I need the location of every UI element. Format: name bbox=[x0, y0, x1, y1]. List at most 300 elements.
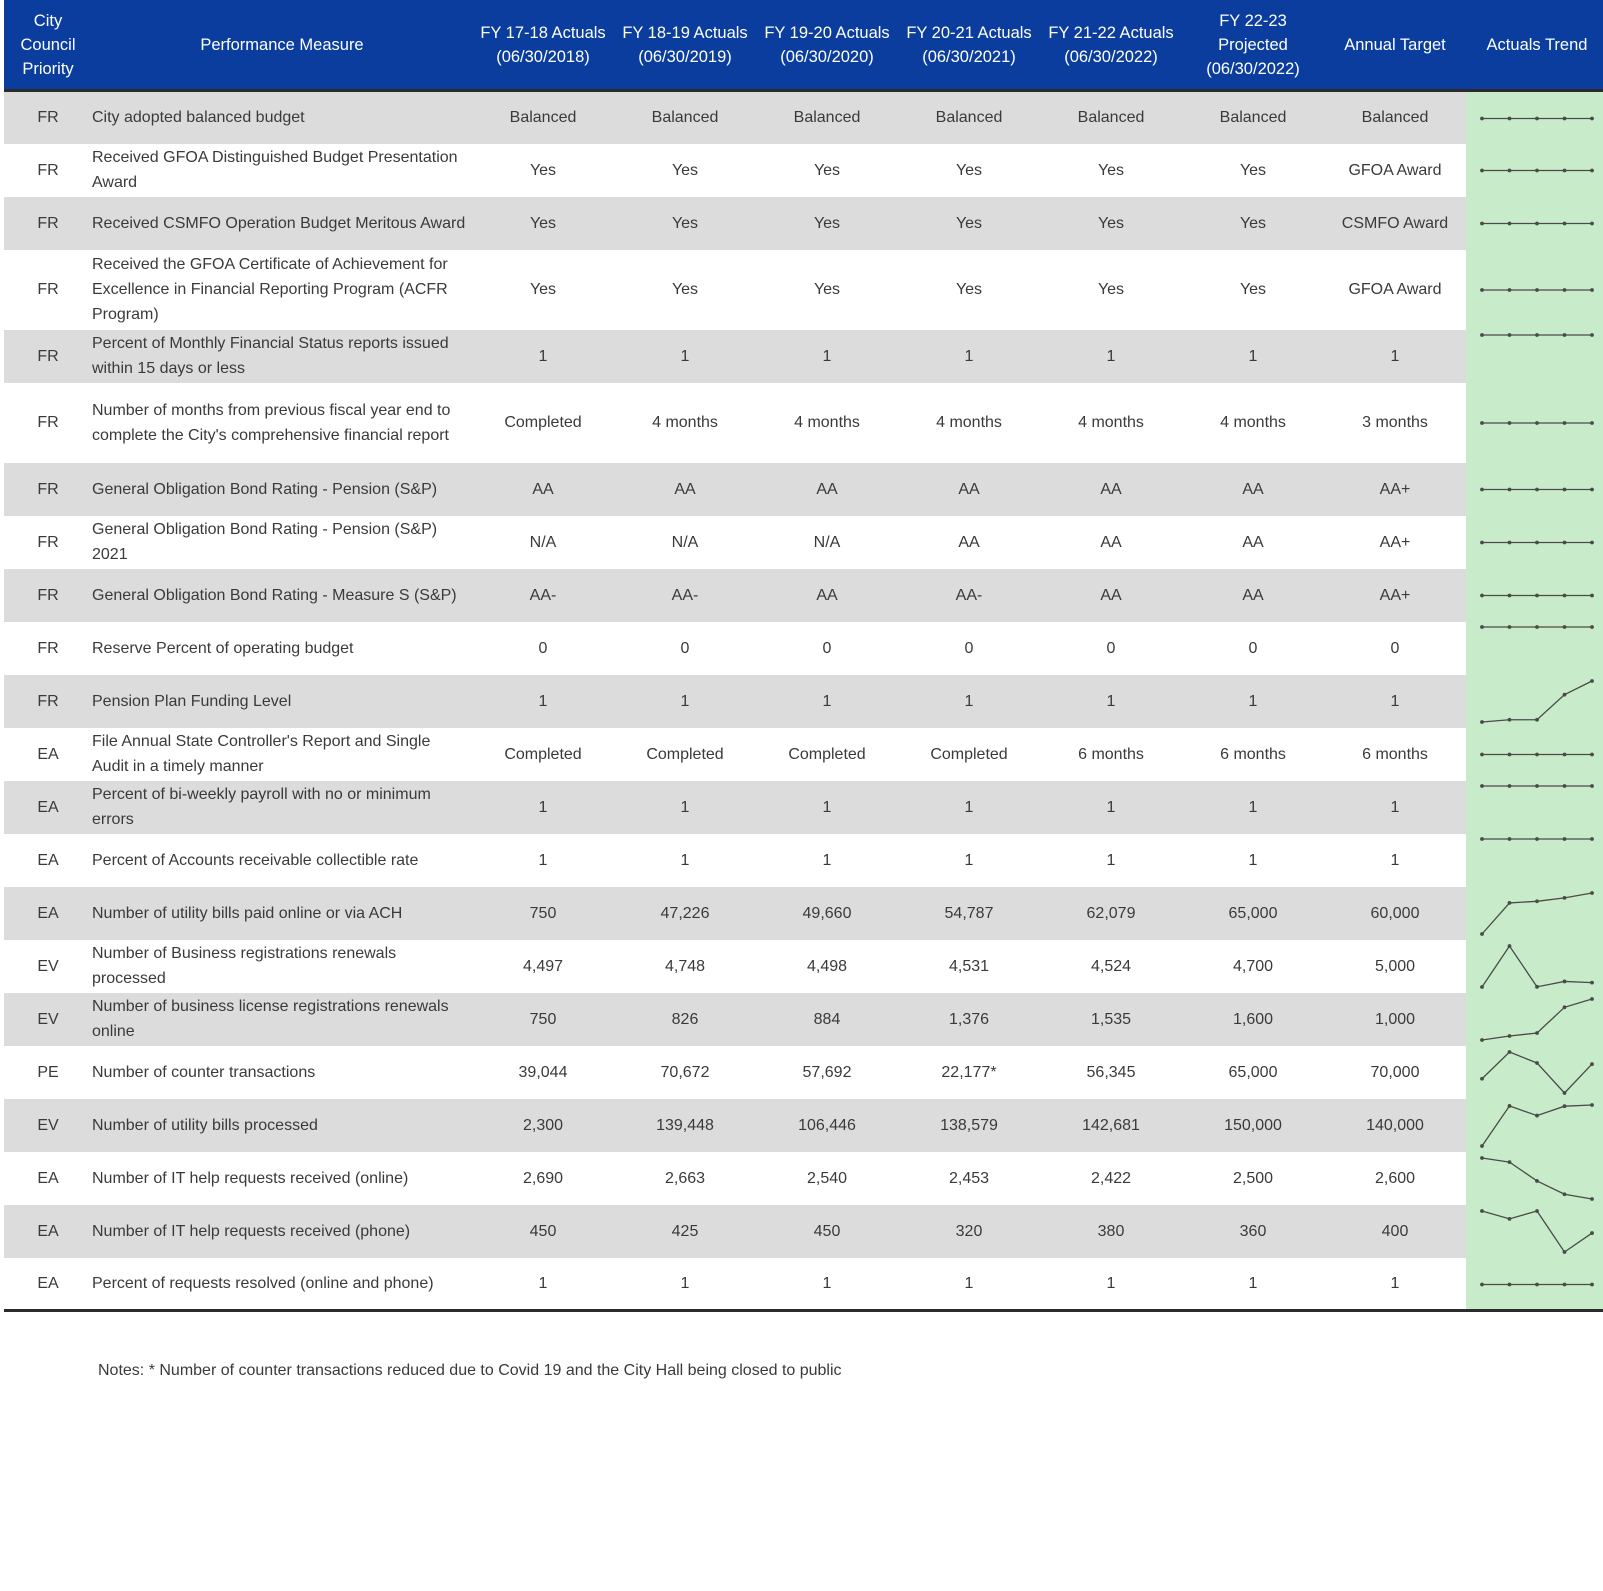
sparkline-point bbox=[1590, 752, 1594, 756]
priority-cell: FR bbox=[37, 414, 59, 431]
value-cell: 2,540 bbox=[806, 1169, 848, 1187]
sparkline-point bbox=[1563, 487, 1567, 491]
value-cell: 47,226 bbox=[614, 887, 756, 940]
sparkline-point bbox=[1480, 1282, 1484, 1286]
priority-cell: EA bbox=[37, 851, 59, 869]
sparkline-point bbox=[1563, 540, 1567, 544]
table-row bbox=[4, 622, 1603, 675]
sparkline-point bbox=[1508, 288, 1512, 292]
value-cell: 106,446 bbox=[756, 1099, 898, 1152]
table-row bbox=[4, 569, 1603, 622]
priority-cell: FR bbox=[4, 91, 92, 144]
sparkline-point bbox=[1563, 895, 1567, 899]
sparkline-point bbox=[1563, 837, 1567, 841]
sparkline-point bbox=[1535, 221, 1539, 225]
value-cell: 4 months bbox=[1078, 414, 1144, 431]
value-cell: Completed bbox=[504, 414, 582, 431]
measure-cell: General Obligation Bond Rating - Pension (S&P) bbox=[92, 463, 472, 516]
measure-cell: Percent of bi-weekly payroll with no or minimum errors bbox=[92, 781, 472, 834]
sparkline bbox=[1466, 197, 1603, 250]
value-cell: 1 bbox=[1040, 330, 1182, 383]
sparkline bbox=[1466, 940, 1603, 993]
sparkline-point bbox=[1590, 679, 1594, 683]
value-cell: 1 bbox=[1390, 851, 1400, 869]
value-cell: 1 bbox=[472, 330, 614, 383]
sparkline-point bbox=[1535, 487, 1539, 491]
sparkline-point bbox=[1590, 221, 1594, 225]
value-cell: 139,448 bbox=[614, 1099, 756, 1152]
value-cell: 1,376 bbox=[898, 993, 1040, 1046]
measure-cell: Reserve Percent of operating budget bbox=[92, 639, 354, 657]
value-cell: Completed bbox=[504, 745, 582, 763]
value-cell: AA bbox=[472, 463, 614, 516]
value-cell: Yes bbox=[1097, 161, 1125, 179]
sparkline-point bbox=[1590, 1062, 1594, 1066]
table-body bbox=[4, 91, 1603, 1311]
sparkline-point bbox=[1508, 1160, 1512, 1164]
table-row bbox=[4, 1205, 1603, 1258]
sparkline-line bbox=[1482, 681, 1592, 722]
header-fy21-22: FY 21-22 Actuals (06/30/2022) bbox=[1040, 0, 1182, 91]
value-cell: AA- bbox=[472, 569, 614, 622]
value-cell: 0 bbox=[538, 639, 548, 657]
sparkline-point bbox=[1508, 487, 1512, 491]
sparkline-point bbox=[1508, 752, 1512, 756]
value-cell: Yes bbox=[1239, 281, 1267, 298]
sparkline-point bbox=[1480, 1144, 1484, 1148]
measure-cell: Percent of Monthly Financial Status reports issued within 15 days or less bbox=[92, 330, 472, 383]
value-cell: 4 months bbox=[794, 414, 860, 431]
value-cell: AA bbox=[614, 463, 756, 516]
value-cell: 1 bbox=[538, 851, 548, 869]
value-cell: AA+ bbox=[1324, 569, 1466, 622]
value-cell: 2,500 bbox=[1232, 1169, 1274, 1187]
sparkline-point bbox=[1508, 540, 1512, 544]
value-cell: AA bbox=[1100, 533, 1122, 551]
value-cell: AA bbox=[958, 533, 980, 551]
value-cell: Completed bbox=[646, 745, 724, 763]
sparkline-point bbox=[1508, 1216, 1512, 1220]
value-cell: GFOA Award bbox=[1348, 281, 1442, 298]
sparkline-point bbox=[1480, 221, 1484, 225]
sparkline-point bbox=[1480, 487, 1484, 491]
sparkline-point bbox=[1563, 168, 1567, 172]
value-cell: Balanced bbox=[472, 91, 614, 144]
sparkline-point bbox=[1508, 168, 1512, 172]
value-cell: 1 bbox=[964, 851, 974, 869]
sparkline-point bbox=[1480, 720, 1484, 724]
value-cell: 1 bbox=[1248, 851, 1258, 869]
value-cell: 450 bbox=[472, 1205, 614, 1258]
value-cell: Yes bbox=[1182, 197, 1324, 250]
value-cell: 750 bbox=[472, 993, 614, 1046]
sparkline-point bbox=[1535, 1113, 1539, 1117]
sparkline-point bbox=[1563, 1250, 1567, 1254]
value-cell: 380 bbox=[1040, 1205, 1182, 1258]
trend-cell bbox=[1466, 516, 1603, 569]
sparkline-point bbox=[1590, 997, 1594, 1001]
trend-cell bbox=[1466, 383, 1603, 463]
sparkline bbox=[1466, 92, 1603, 144]
measure-cell: Received the GFOA Certificate of Achievement for Excellence in Financial Reporting Program (ACFR Program) bbox=[92, 256, 448, 323]
value-cell: 142,681 bbox=[1040, 1099, 1182, 1152]
sparkline-point bbox=[1508, 1104, 1512, 1108]
measure-cell: Number of utility bills paid online or via ACH bbox=[92, 887, 472, 940]
trend-cell bbox=[1466, 1205, 1603, 1258]
sparkline bbox=[1466, 728, 1603, 781]
sparkline-point bbox=[1508, 1034, 1512, 1038]
value-cell: 1 bbox=[1182, 1258, 1324, 1311]
value-cell: Yes bbox=[472, 197, 614, 250]
sparkline-point bbox=[1590, 625, 1594, 629]
value-cell: 360 bbox=[1182, 1205, 1324, 1258]
value-cell: CSMFO Award bbox=[1324, 197, 1466, 250]
trend-cell bbox=[1466, 1258, 1603, 1311]
priority-cell: FR bbox=[4, 569, 92, 622]
value-cell: 826 bbox=[614, 993, 756, 1046]
trend-cell bbox=[1466, 569, 1603, 622]
value-cell: 400 bbox=[1324, 1205, 1466, 1258]
sparkline-point bbox=[1480, 837, 1484, 841]
measure-cell: Number of Business registrations renewals processed bbox=[92, 945, 397, 987]
sparkline-point bbox=[1590, 421, 1594, 425]
value-cell: Yes bbox=[1040, 197, 1182, 250]
value-cell: 4 months bbox=[1220, 414, 1286, 431]
value-cell: Yes bbox=[1097, 281, 1125, 298]
value-cell: 0 bbox=[680, 639, 690, 657]
sparkline-point bbox=[1563, 784, 1567, 788]
sparkline-point bbox=[1480, 625, 1484, 629]
value-cell: Yes bbox=[529, 161, 557, 179]
value-cell: 1,600 bbox=[1182, 993, 1324, 1046]
sparkline bbox=[1466, 463, 1603, 516]
value-cell: Yes bbox=[756, 197, 898, 250]
performance-table bbox=[4, 0, 1603, 1312]
value-cell: 2,453 bbox=[948, 1169, 990, 1187]
sparkline-point bbox=[1535, 784, 1539, 788]
priority-cell: FR bbox=[4, 197, 92, 250]
sparkline-point bbox=[1535, 1209, 1539, 1213]
header-priority: City Council Priority bbox=[4, 0, 92, 91]
header-actuals-trend: Actuals Trend bbox=[1466, 0, 1603, 91]
value-cell: 1 bbox=[822, 851, 832, 869]
trend-cell bbox=[1466, 463, 1603, 516]
sparkline-point bbox=[1535, 899, 1539, 903]
priority-cell: FR bbox=[4, 330, 92, 383]
sparkline-point bbox=[1508, 333, 1512, 337]
table-row bbox=[4, 144, 1603, 197]
value-cell: AA+ bbox=[1324, 463, 1466, 516]
sparkline bbox=[1466, 330, 1603, 383]
value-cell: Balanced bbox=[1182, 91, 1324, 144]
value-cell: AA bbox=[1182, 463, 1324, 516]
table-row bbox=[4, 834, 1603, 887]
sparkline-point bbox=[1535, 717, 1539, 721]
value-cell: AA bbox=[1040, 463, 1182, 516]
sparkline-point bbox=[1535, 984, 1539, 988]
priority-cell: FR bbox=[37, 161, 59, 179]
sparkline-point bbox=[1535, 1179, 1539, 1183]
sparkline-point bbox=[1535, 540, 1539, 544]
value-cell: 1 bbox=[756, 781, 898, 834]
sparkline-point bbox=[1563, 692, 1567, 696]
sparkline-point bbox=[1535, 752, 1539, 756]
value-cell: 49,660 bbox=[756, 887, 898, 940]
table-row bbox=[4, 1046, 1603, 1099]
sparkline bbox=[1466, 1152, 1603, 1205]
priority-cell: FR bbox=[4, 675, 92, 728]
value-cell: 4,748 bbox=[664, 957, 706, 975]
value-cell: 1 bbox=[1182, 781, 1324, 834]
value-cell: N/A bbox=[671, 533, 699, 551]
sparkline-point bbox=[1508, 625, 1512, 629]
sparkline-point bbox=[1590, 593, 1594, 597]
sparkline bbox=[1466, 516, 1603, 569]
measure-cell: Number of counter transactions bbox=[92, 1063, 316, 1081]
value-cell: 57,692 bbox=[802, 1063, 852, 1081]
sparkline-point bbox=[1563, 593, 1567, 597]
value-cell: 1 bbox=[898, 675, 1040, 728]
sparkline-point bbox=[1535, 1282, 1539, 1286]
sparkline-point bbox=[1480, 593, 1484, 597]
sparkline bbox=[1466, 622, 1603, 675]
header-fy22-23-projected: FY 22-23 Projected (06/30/2022) bbox=[1182, 0, 1324, 91]
sparkline-point bbox=[1480, 932, 1484, 936]
measure-cell: Number of utility bills processed bbox=[92, 1099, 472, 1152]
value-cell: 4,524 bbox=[1090, 957, 1132, 975]
value-cell: AA- bbox=[898, 569, 1040, 622]
table-row bbox=[4, 940, 1603, 993]
sparkline-point bbox=[1508, 1050, 1512, 1054]
sparkline-point bbox=[1480, 1209, 1484, 1213]
sparkline-point bbox=[1480, 985, 1484, 989]
value-cell: Yes bbox=[614, 197, 756, 250]
value-cell: 1 bbox=[1182, 330, 1324, 383]
sparkline-point bbox=[1480, 1038, 1484, 1042]
value-cell: Yes bbox=[813, 161, 841, 179]
sparkline-point bbox=[1480, 752, 1484, 756]
value-cell: 2,300 bbox=[472, 1099, 614, 1152]
value-cell: 4 months bbox=[652, 414, 718, 431]
value-cell: 54,787 bbox=[898, 887, 1040, 940]
trend-cell bbox=[1466, 1099, 1603, 1152]
sparkline-line bbox=[1482, 893, 1592, 934]
sparkline bbox=[1466, 1258, 1603, 1310]
sparkline-point bbox=[1563, 752, 1567, 756]
value-cell: 65,000 bbox=[1228, 1063, 1278, 1081]
value-cell: 1 bbox=[1324, 330, 1466, 383]
value-cell: 1 bbox=[614, 675, 756, 728]
value-cell: 750 bbox=[472, 887, 614, 940]
sparkline-point bbox=[1590, 333, 1594, 337]
table-row bbox=[4, 728, 1603, 781]
sparkline-point bbox=[1590, 1282, 1594, 1286]
value-cell: 60,000 bbox=[1324, 887, 1466, 940]
table-row bbox=[4, 675, 1603, 728]
value-cell: 1 bbox=[1040, 675, 1182, 728]
table-row bbox=[4, 1152, 1603, 1205]
sparkline-point bbox=[1480, 333, 1484, 337]
table-row bbox=[4, 463, 1603, 516]
value-cell: 1,535 bbox=[1040, 993, 1182, 1046]
measure-cell: Number of IT help requests received (online) bbox=[92, 1169, 409, 1187]
sparkline-line bbox=[1482, 1105, 1592, 1146]
sparkline-point bbox=[1480, 1156, 1484, 1160]
trend-cell bbox=[1466, 1046, 1603, 1099]
value-cell: 450 bbox=[756, 1205, 898, 1258]
sparkline-line bbox=[1482, 1158, 1592, 1199]
priority-cell: EA bbox=[4, 781, 92, 834]
value-cell: 1 bbox=[1106, 851, 1116, 869]
header-fy19-20: FY 19-20 Actuals (06/30/2020) bbox=[756, 0, 898, 91]
trend-cell bbox=[1466, 144, 1603, 197]
table-row bbox=[4, 781, 1603, 834]
table-row bbox=[4, 993, 1603, 1046]
trend-cell bbox=[1466, 1152, 1603, 1205]
value-cell: Yes bbox=[529, 281, 557, 298]
sparkline-point bbox=[1590, 288, 1594, 292]
sparkline bbox=[1466, 834, 1603, 887]
value-cell: AA bbox=[898, 463, 1040, 516]
value-cell: 4,531 bbox=[948, 957, 990, 975]
value-cell: 2,690 bbox=[522, 1169, 564, 1187]
value-cell: 2,600 bbox=[1374, 1169, 1416, 1187]
sparkline-point bbox=[1535, 333, 1539, 337]
trend-cell bbox=[1466, 197, 1603, 250]
trend-cell bbox=[1466, 91, 1603, 144]
priority-cell: EA bbox=[37, 1169, 59, 1187]
value-cell: N/A bbox=[813, 533, 841, 551]
value-cell: 425 bbox=[614, 1205, 756, 1258]
sparkline-point bbox=[1590, 117, 1594, 121]
value-cell: Balanced bbox=[898, 91, 1040, 144]
sparkline bbox=[1466, 383, 1603, 463]
sparkline-point bbox=[1480, 1076, 1484, 1080]
trend-cell bbox=[1466, 887, 1603, 940]
trend-cell bbox=[1466, 250, 1603, 330]
value-cell: 39,044 bbox=[518, 1063, 568, 1081]
priority-cell: EV bbox=[37, 957, 59, 975]
value-cell: 1 bbox=[1182, 675, 1324, 728]
value-cell: 0 bbox=[1390, 639, 1400, 657]
header-fy18-19: FY 18-19 Actuals (06/30/2019) bbox=[614, 0, 756, 91]
value-cell: AA bbox=[756, 569, 898, 622]
header-fy17-18: FY 17-18 Actuals (06/30/2018) bbox=[472, 0, 614, 91]
sparkline-point bbox=[1480, 168, 1484, 172]
value-cell: Yes bbox=[671, 281, 699, 298]
value-cell: 3 months bbox=[1362, 414, 1428, 431]
value-cell: Completed bbox=[930, 745, 1008, 763]
sparkline bbox=[1466, 781, 1603, 834]
value-cell: 1 bbox=[472, 1258, 614, 1311]
value-cell: Yes bbox=[813, 281, 841, 298]
sparkline bbox=[1466, 993, 1603, 1046]
table-row bbox=[4, 330, 1603, 383]
value-cell: 1 bbox=[614, 781, 756, 834]
value-cell: 1 bbox=[1040, 1258, 1182, 1311]
measure-cell: Received CSMFO Operation Budget Meritous Award bbox=[92, 197, 472, 250]
measure-cell: Percent of Accounts receivable collectible rate bbox=[92, 851, 419, 869]
value-cell: AA bbox=[1040, 569, 1182, 622]
value-cell: 0 bbox=[1248, 639, 1258, 657]
trend-cell bbox=[1466, 834, 1603, 887]
sparkline-point bbox=[1535, 288, 1539, 292]
value-cell: 4,700 bbox=[1232, 957, 1274, 975]
sparkline-point bbox=[1563, 1104, 1567, 1108]
sparkline-point bbox=[1535, 1061, 1539, 1065]
sparkline-point bbox=[1590, 487, 1594, 491]
header-fy20-21: FY 20-21 Actuals (06/30/2021) bbox=[898, 0, 1040, 91]
sparkline-point bbox=[1535, 421, 1539, 425]
sparkline-point bbox=[1563, 421, 1567, 425]
value-cell: 1 bbox=[756, 675, 898, 728]
table-row bbox=[4, 516, 1603, 569]
measure-cell: General Obligation Bond Rating - Pension (S&P) 2021 bbox=[92, 521, 438, 563]
value-cell: 320 bbox=[898, 1205, 1040, 1258]
value-cell: 138,579 bbox=[898, 1099, 1040, 1152]
sparkline-point bbox=[1563, 1282, 1567, 1286]
trend-cell bbox=[1466, 728, 1603, 781]
value-cell: 1 bbox=[756, 1258, 898, 1311]
sparkline-line bbox=[1482, 1211, 1592, 1252]
value-cell: 1 bbox=[1324, 1258, 1466, 1311]
measure-cell: City adopted balanced budget bbox=[92, 91, 472, 144]
sparkline-point bbox=[1535, 1031, 1539, 1035]
sparkline bbox=[1466, 250, 1603, 330]
sparkline bbox=[1466, 887, 1603, 940]
value-cell: 1 bbox=[472, 675, 614, 728]
sparkline-point bbox=[1563, 979, 1567, 983]
sparkline-point bbox=[1480, 540, 1484, 544]
sparkline-point bbox=[1563, 288, 1567, 292]
sparkline-point bbox=[1563, 1005, 1567, 1009]
sparkline-point bbox=[1480, 421, 1484, 425]
value-cell: 1 bbox=[898, 330, 1040, 383]
value-cell: 70,000 bbox=[1370, 1063, 1420, 1081]
value-cell: 1 bbox=[680, 851, 690, 869]
sparkline-point bbox=[1480, 117, 1484, 121]
value-cell: 1 bbox=[1324, 675, 1466, 728]
value-cell: 1 bbox=[1324, 781, 1466, 834]
sparkline bbox=[1466, 1046, 1603, 1099]
value-cell: 0 bbox=[822, 639, 832, 657]
value-cell: 1 bbox=[472, 781, 614, 834]
value-cell: 22,177* bbox=[941, 1063, 997, 1081]
header-row bbox=[4, 0, 1603, 91]
value-cell: 0 bbox=[964, 639, 974, 657]
header-measure: Performance Measure bbox=[92, 0, 472, 91]
value-cell: 6 months bbox=[1078, 745, 1144, 763]
value-cell: 4 months bbox=[936, 414, 1002, 431]
table-row bbox=[4, 1258, 1603, 1311]
value-cell: Completed bbox=[788, 745, 866, 763]
sparkline bbox=[1466, 569, 1603, 622]
value-cell: AA+ bbox=[1379, 533, 1411, 551]
sparkline-point bbox=[1535, 837, 1539, 841]
value-cell: 65,000 bbox=[1182, 887, 1324, 940]
value-cell: 1 bbox=[614, 330, 756, 383]
value-cell: Yes bbox=[1239, 161, 1267, 179]
sparkline-point bbox=[1563, 625, 1567, 629]
priority-cell: EA bbox=[4, 1258, 92, 1311]
table-row bbox=[4, 887, 1603, 940]
sparkline-point bbox=[1563, 1091, 1567, 1095]
header-annual-target: Annual Target bbox=[1324, 0, 1466, 91]
value-cell: 6 months bbox=[1362, 745, 1428, 763]
sparkline-point bbox=[1535, 168, 1539, 172]
value-cell: GFOA Award bbox=[1348, 161, 1442, 179]
priority-cell: FR bbox=[4, 463, 92, 516]
